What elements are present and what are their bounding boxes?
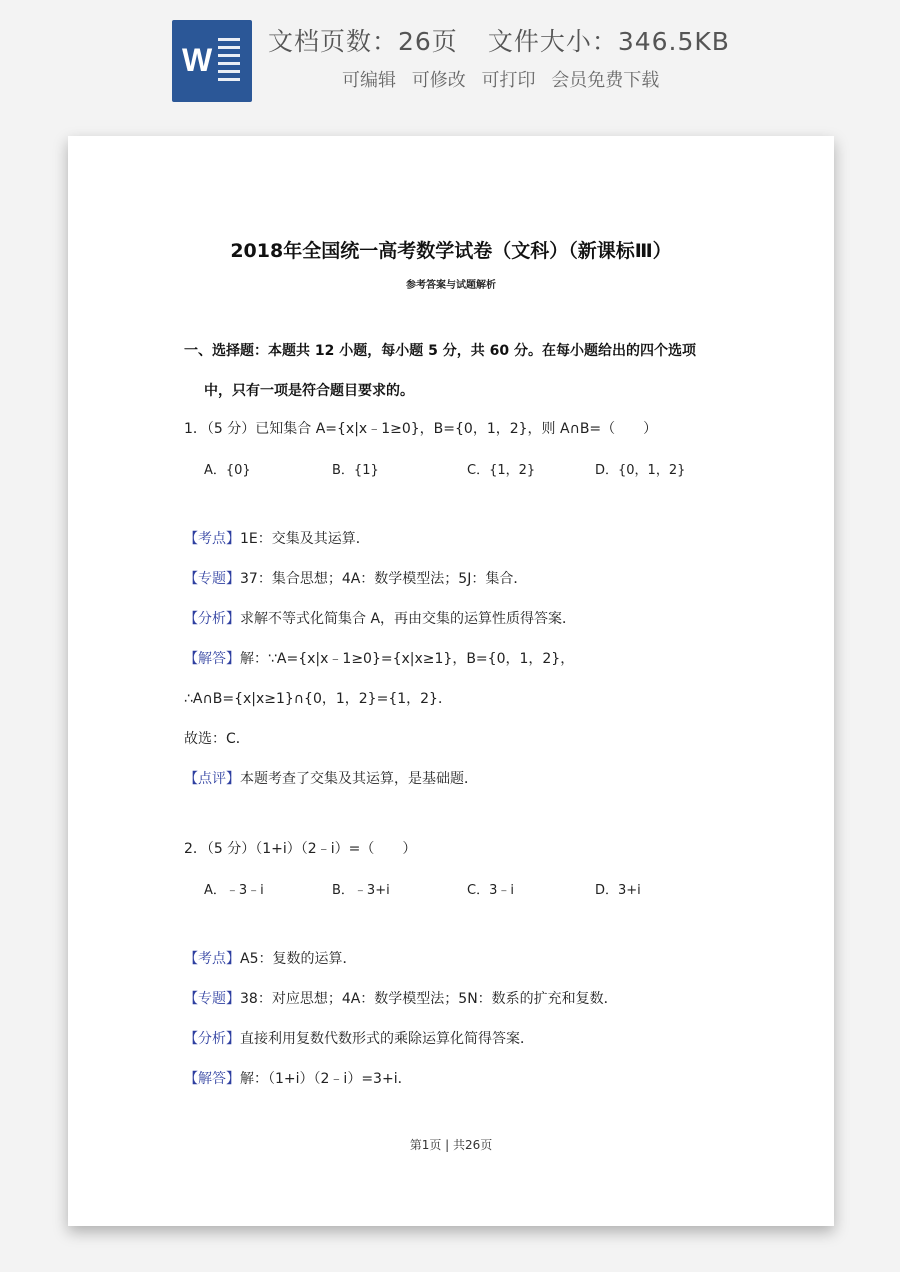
q2-jieda	[184, 1068, 412, 1088]
document-page	[68, 136, 834, 1226]
kaodian-tag: 【考点】	[184, 951, 240, 967]
dianping-tag: 【点评】	[184, 771, 240, 787]
fenxi-tag: 【分析】	[184, 1031, 240, 1047]
q2-fenxi	[184, 1028, 534, 1048]
q2-option-c: C．3﹣i	[467, 883, 514, 898]
word-icon-lines	[218, 38, 240, 84]
jieda-text: 解：（1+i）（2﹣i）=3+i．	[240, 1071, 412, 1087]
kaodian-text: 1E：交集及其运算．	[240, 531, 370, 547]
section-heading-line1: 一、选择题：本题共 12 小题，每小题 5 分，共 60 分。在每小题给出的四个选项	[184, 343, 696, 359]
q1-kaodian	[184, 528, 370, 548]
page-footer: 第1页 | 共26页	[409, 1138, 493, 1152]
question-1-stem: 1．（5 分）已知集合 A={x|x﹣1≥0}，B={0，1，2}，则 A∩B=（ ）	[184, 421, 658, 437]
document-subtitle: 参考答案与试题解析	[406, 280, 496, 291]
section-heading-line2: 中，只有一项是符合题目要求的。	[204, 383, 414, 399]
q2-kaodian	[184, 948, 356, 968]
q1-option-c: C．{1，2}	[467, 463, 536, 478]
feature-list	[342, 66, 669, 92]
file-info-title	[268, 22, 730, 58]
zhuanti-tag: 【专题】	[184, 571, 240, 587]
file-size: 文件大小：346.5KB	[487, 27, 730, 56]
q1-option-d: D．{0，1，2}	[595, 463, 686, 478]
dianping-text: 本题考查了交集及其运算，是基础题．	[240, 771, 478, 787]
q2-option-d: D．3+i	[595, 883, 641, 898]
word-icon-letter: W	[182, 42, 213, 78]
fenxi-text: 求解不等式化简集合 A，再由交集的运算性质得答案．	[240, 611, 577, 627]
jieda-tag: 【解答】	[184, 1071, 240, 1087]
word-document-icon	[172, 20, 252, 102]
document-title: 2018年全国统一高考数学试卷（文科）（新课标Ⅲ）	[230, 240, 672, 262]
page-count: 文档页数：26页	[268, 27, 458, 56]
zhuanti-tag: 【专题】	[184, 991, 240, 1007]
q2-zhuanti	[184, 988, 618, 1008]
feature-modifiable: 可修改	[411, 70, 466, 91]
fenxi-tag: 【分析】	[184, 611, 240, 627]
q1-fenxi	[184, 608, 576, 628]
kaodian-text: A5：复数的运算．	[240, 951, 357, 967]
q1-option-b: B．{1}	[332, 463, 379, 478]
jieda-text: 解：∵A={x|x﹣1≥0}={x|x≥1}，B={0，1，2}，	[240, 651, 575, 667]
q1-jieda-line2: ∴A∩B={x|x≥1}∩{0，1，2}={1，2}．	[184, 691, 452, 707]
feature-member-download[interactable]: 会员免费下载	[551, 70, 660, 91]
zhuanti-text: 37：集合思想；4A：数学模型法；5J：集合．	[240, 571, 528, 587]
q1-option-a: A．{0}	[204, 463, 251, 478]
feature-printable: 可打印	[481, 70, 536, 91]
q1-answer: 故选：C．	[184, 731, 250, 747]
q1-zhuanti	[184, 568, 527, 588]
zhuanti-text: 38：对应思想；4A：数学模型法；5N：数系的扩充和复数．	[240, 991, 618, 1007]
kaodian-tag: 【考点】	[184, 531, 240, 547]
q2-option-b: B．﹣3+i	[332, 883, 390, 898]
fenxi-text: 直接利用复数代数形式的乘除运算化简得答案．	[240, 1031, 534, 1047]
q1-dianping	[184, 768, 478, 788]
question-2-stem: 2．（5 分）（1+i）（2﹣i）=（ ）	[184, 841, 417, 857]
jieda-tag: 【解答】	[184, 651, 240, 667]
q1-jieda	[184, 648, 574, 668]
q2-option-a: A．﹣3﹣i	[204, 883, 264, 898]
feature-editable: 可编辑	[342, 70, 396, 91]
download-banner	[0, 0, 900, 120]
